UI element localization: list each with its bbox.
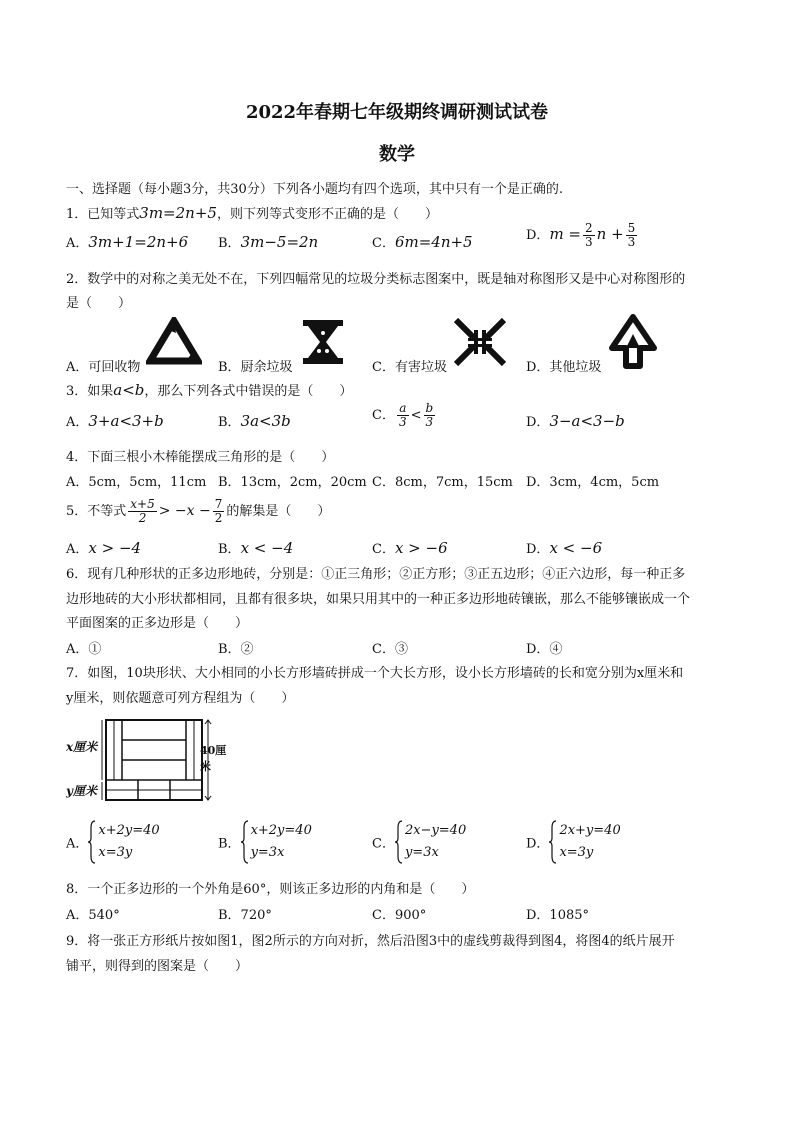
q6-option-a: A．① bbox=[66, 642, 102, 657]
q3-option-c: C． $\frac{a}{3}$ < $\frac{b}{3}$ bbox=[372, 401, 434, 429]
q6-option-d: D．④ bbox=[526, 642, 563, 657]
q2-stem-line2: 是（ ） bbox=[66, 296, 132, 311]
q5-option-d: D．x < −6 bbox=[526, 539, 603, 557]
q6-stem-line3: 平面图案的正多边形是（ ） bbox=[66, 616, 249, 631]
q1-stem: 1．已知等式3m=2n+5，则下列等式变形不正确的是（ ） bbox=[66, 204, 438, 222]
q6-stem-line1: 6．现有几种形状的正多边形地砖，分别是：①正三角形；②正方形；③正五边形；④正六边形，每一种正多 bbox=[66, 567, 686, 582]
q7-option-a: A． x+2y=40 x=3y bbox=[66, 820, 160, 864]
q1-option-a: A．3m+1=2n+6 bbox=[66, 233, 189, 251]
subject-title: 数学 bbox=[379, 144, 415, 165]
q1-option-c: C．6m=4n+5 bbox=[372, 233, 473, 251]
q2-option-a: A．可回收物 bbox=[66, 360, 141, 375]
hazardous-waste-icon bbox=[452, 316, 508, 368]
exam-title: 2022年春期七年级期终调研测试试卷 bbox=[245, 102, 549, 123]
q6-option-b: B．② bbox=[218, 642, 254, 657]
q7-option-c: C． 2x−y=40 y=3x bbox=[372, 820, 466, 864]
q2-option-b: B．厨余垃圾 bbox=[218, 360, 293, 375]
q5-stem: 5．不等式 $\frac{x+5}{2}$ > −x − $\frac{7}{2}$ 的解集是（ ） bbox=[66, 497, 331, 525]
q3-option-d: D．3−a<3−b bbox=[526, 412, 625, 430]
q1-option-d: D．m = $\frac{2}{3}$ n + $\frac{5}{3}$ bbox=[526, 221, 636, 249]
q8-option-a: A．540° bbox=[66, 908, 120, 923]
recycle-icon bbox=[146, 317, 202, 367]
q6-option-c: C．③ bbox=[372, 642, 408, 657]
q7-option-d: D． 2x+y=40 x=3y bbox=[526, 820, 621, 864]
q1-option-b: B．3m−5=2n bbox=[218, 233, 319, 251]
q4-option-d: D．3cm，4cm，5cm bbox=[526, 475, 660, 490]
q2-option-c: C．有害垃圾 bbox=[372, 360, 447, 375]
q2-stem-line1: 2．数学中的对称之美无处不在，下列四幅常见的垃圾分类标志图案中，既是轴对称图形又是中心对称图形的 bbox=[66, 272, 686, 287]
other-waste-icon bbox=[608, 314, 658, 370]
q5-option-c: C．x > −6 bbox=[372, 539, 448, 557]
kitchen-waste-icon bbox=[300, 318, 346, 366]
q7-stem-line1: 7．如图，10块形状、大小相同的小长方形墙砖拼成一个大长方形，设小长方形墙砖的长和宽分别为x厘米和 bbox=[66, 666, 684, 681]
q7-option-b: B． x+2y=40 y=3x bbox=[218, 820, 312, 864]
fig-label-y: y厘米 bbox=[66, 784, 97, 798]
q8-option-c: C．900° bbox=[372, 908, 427, 923]
q4-option-a: A．5cm，5cm，11cm bbox=[66, 475, 207, 490]
q7-stem-line2: y厘米，则依题意可列方程组为（ ） bbox=[66, 691, 295, 706]
q3-option-b: B．3a<3b bbox=[218, 412, 291, 430]
q3-stem: 3．如果a<b，那么下列各式中错误的是（ ） bbox=[66, 381, 353, 399]
q6-stem-line2: 边形地砖的大小形状都相同，且都有很多块，如果只用其中的一种正多边形地砖镶嵌，那么不能够镶嵌成一个 bbox=[66, 592, 691, 607]
q7-brick-figure bbox=[66, 710, 236, 810]
q5-option-a: A．x > −4 bbox=[66, 539, 142, 557]
q4-stem: 4．下面三根小木棒能摆成三角形的是（ ） bbox=[66, 450, 335, 465]
q2-option-d: D．其他垃圾 bbox=[526, 360, 602, 375]
fig-label-40: 40厘米 bbox=[200, 744, 227, 773]
q8-option-d: D．1085° bbox=[526, 908, 590, 923]
q3-option-a: A．3+a<3+b bbox=[66, 412, 164, 430]
q9-stem-line1: 9．将一张正方形纸片按如图1，图2所示的方向对折，然后沿图3中的虚线剪裁得到图4，将图4的纸片展开 bbox=[66, 934, 675, 949]
fig-label-x: x厘米 bbox=[66, 740, 98, 754]
q4-option-b: B．13cm，2cm，20cm bbox=[218, 475, 367, 490]
q8-option-b: B．720° bbox=[218, 908, 272, 923]
section-heading: 一、选择题（每小题3分，共30分）下列各小题均有四个选项，其中只有一个是正确的. bbox=[66, 182, 563, 197]
q5-option-b: B．x < −4 bbox=[218, 539, 294, 557]
q9-stem-line2: 铺平，则得到的图案是（ ） bbox=[66, 959, 249, 974]
q8-stem: 8．一个正多边形的一个外角是60°，则该正多边形的内角和是（ ） bbox=[66, 882, 475, 897]
q4-option-c: C．8cm，7cm，15cm bbox=[372, 475, 513, 490]
